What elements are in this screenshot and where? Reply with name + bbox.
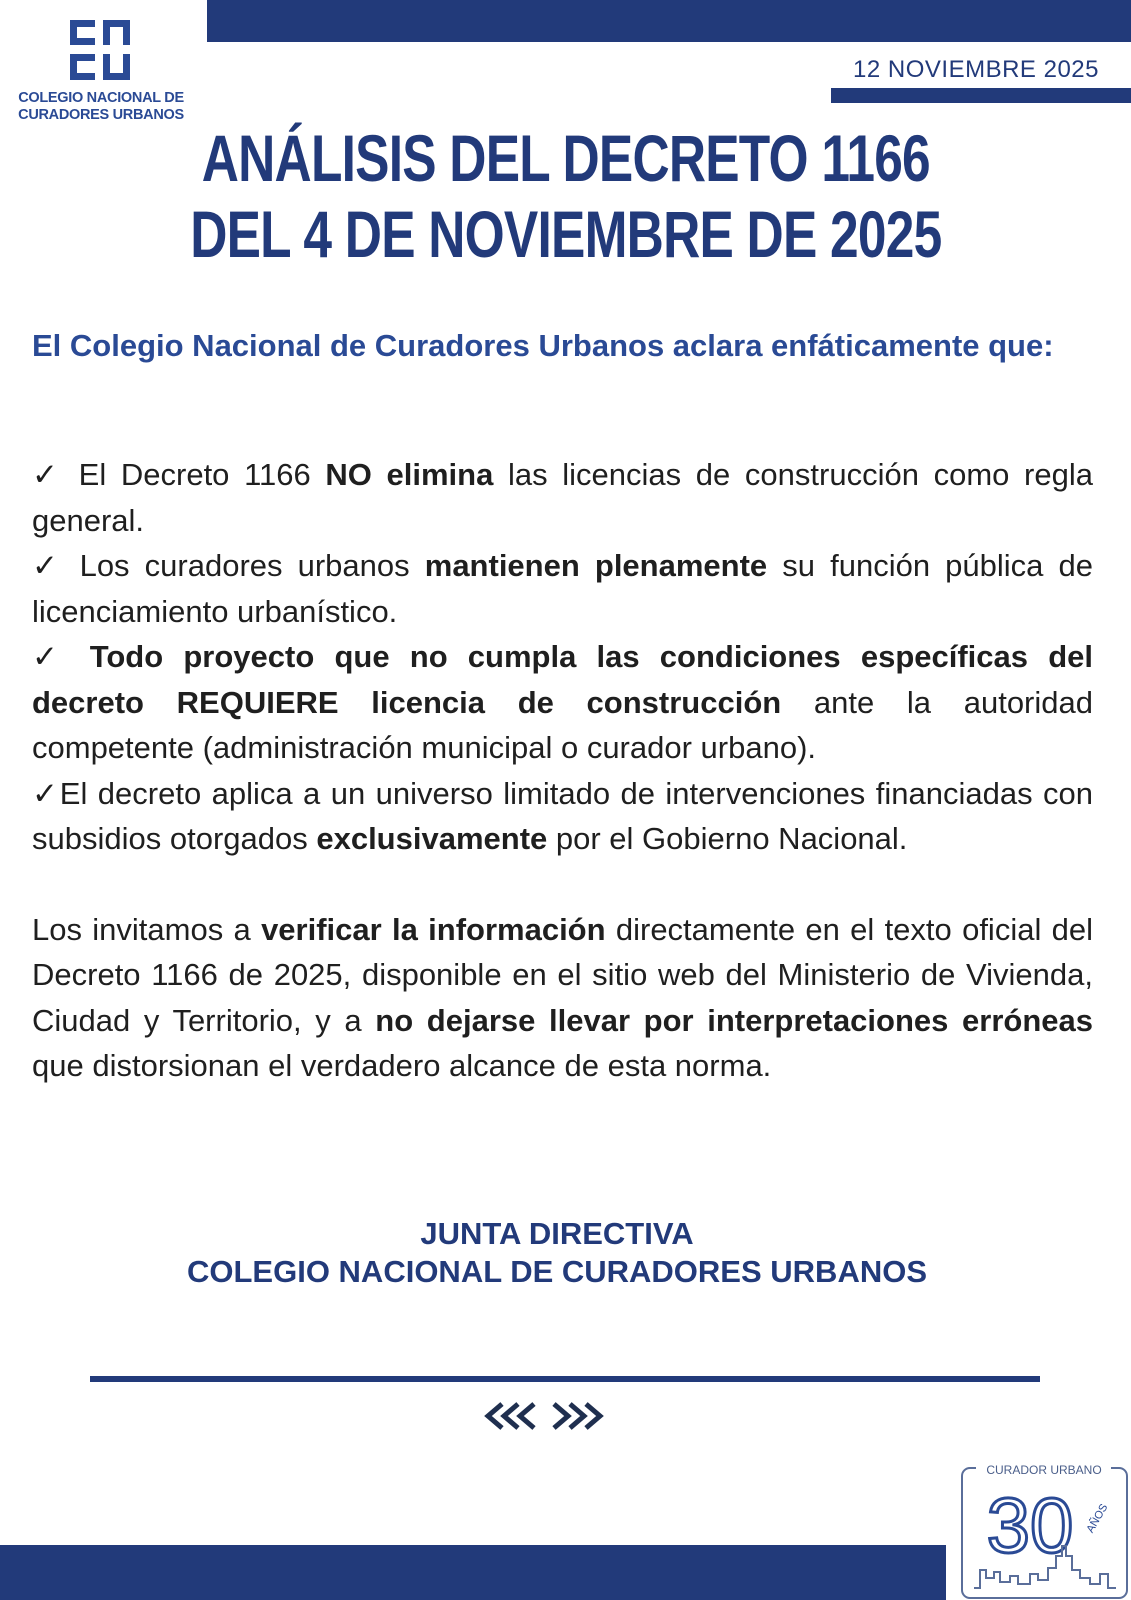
check-icon: ✓ <box>32 457 65 492</box>
point-item: ✓ Los curadores urbanos mantienen plenamente su función pública de licenciamiento urbanístico. <box>32 548 1093 629</box>
anniversary-badge <box>960 1460 1130 1600</box>
intro-text: El Colegio Nacional de Curadores Urbanos aclara enfáticamente que: <box>32 328 1054 363</box>
bottom-bar <box>0 1545 946 1600</box>
check-icon: ✓ <box>32 548 65 583</box>
page-title <box>125 120 1007 272</box>
logo-text-line1: COLEGIO NACIONAL DE <box>18 90 184 106</box>
logo-mark-icon <box>70 20 130 80</box>
badge-sub-text: AÑOS <box>1084 1501 1111 1536</box>
publication-date: 12 NOVIEMBRE 2025 <box>853 56 1099 83</box>
point-item: ✓El decreto aplica a un universo limitado de intervenciones financiadas con subsidios otorgados exclusivamente por el Gobierno Nacional. <box>32 775 1093 856</box>
date-underline <box>831 88 1131 103</box>
point-item: ✓ Todo proyecto que no cumpla las condiciones específicas del decreto REQUIERE licencia de construcción ante la autoridad competente (administración municipal o curador urbano). <box>32 639 1093 765</box>
title-line1: ANÁLISIS DEL DECRETO 1166 <box>201 121 930 195</box>
logo-text <box>8 90 194 124</box>
point-item: ✓ El Decreto 1166 NO elimina las licencias de construcción como regla general. <box>32 457 1093 538</box>
closing-paragraph: Los invitamos a verificar la información directamente en el texto oficial del Decreto 1166 de 2025, disponible en el sitio web del Ministerio de Vivienda, Ciudad y Territorio, y a no dejarse llevar por interpretaciones erróneas que distorsionan el verdadero alcance de esta norma. <box>32 911 1094 1083</box>
badge-top-text: CURADOR URBANO <box>986 1463 1102 1477</box>
check-icon: ✓ <box>32 639 70 674</box>
nav-arrows <box>480 1396 640 1436</box>
logo-text-line2: CURADORES URBANOS <box>18 107 184 123</box>
body-text <box>32 452 1093 1089</box>
double-chevron-right-icon[interactable] <box>554 1404 600 1428</box>
title-line2: DEL 4 DE NOVIEMBRE DE 2025 <box>190 197 942 271</box>
signature-line2: COLEGIO NACIONAL DE CURADORES URBANOS <box>186 1254 928 1289</box>
check-icon: ✓ <box>32 775 60 811</box>
signature-line1: JUNTA DIRECTIVA <box>420 1216 694 1251</box>
top-bar <box>207 0 1131 42</box>
badge-number: 30 <box>986 1481 1074 1569</box>
signature <box>0 1215 1114 1291</box>
logo <box>8 20 194 124</box>
double-chevron-left-icon[interactable] <box>488 1404 534 1428</box>
divider <box>90 1376 1040 1382</box>
